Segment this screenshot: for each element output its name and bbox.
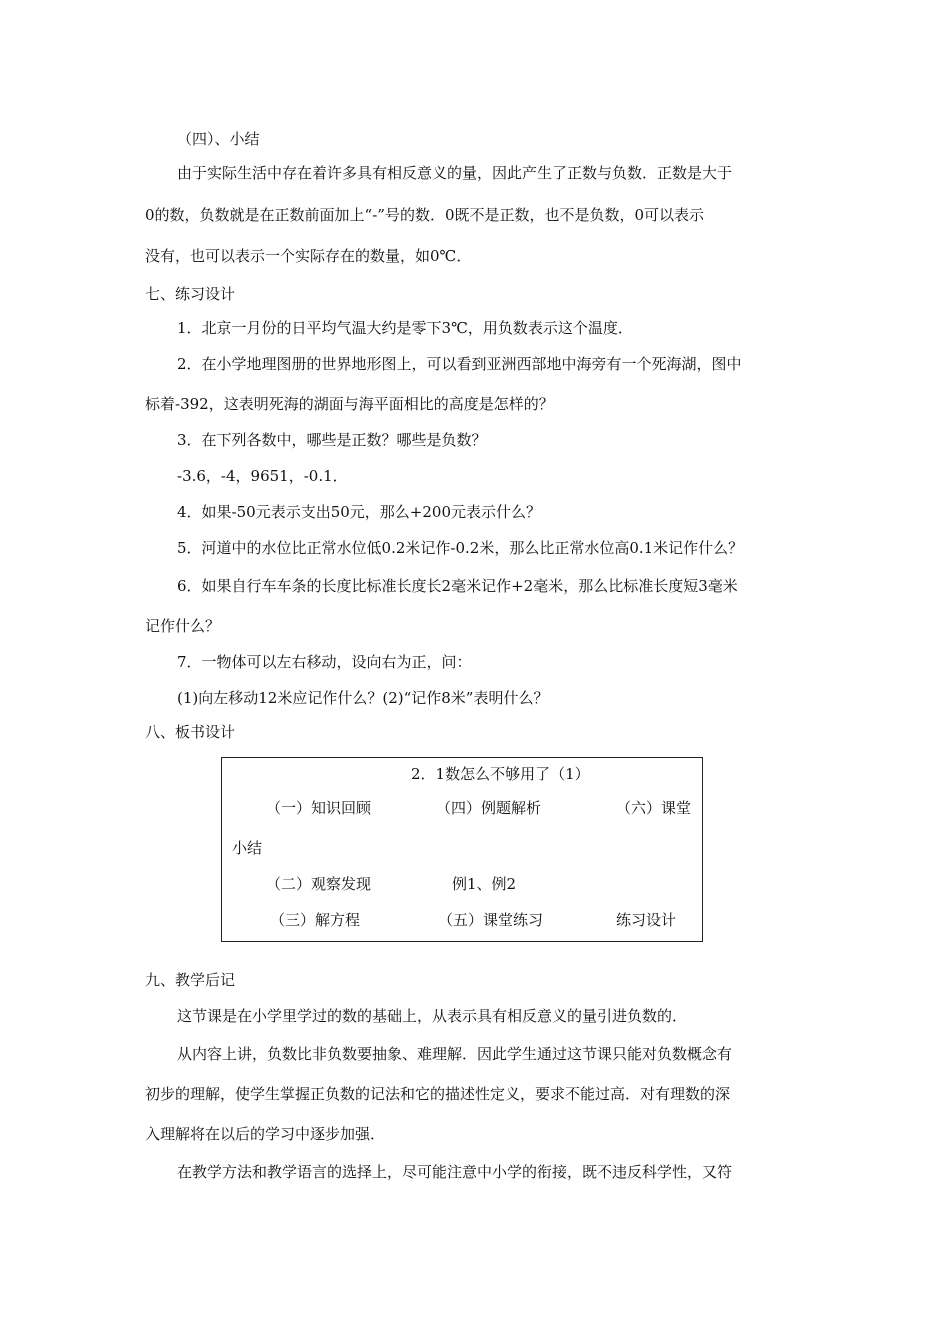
exercise-line: (1)向左移动12米应记作什么？(2)“记作8米”表明什么？	[177, 689, 549, 707]
section-heading-exercises: 七、练习设计	[145, 285, 236, 303]
board-title: 2．1数怎么不够用了（1）	[411, 765, 590, 783]
section-heading-summary: （四）、小结	[177, 130, 260, 148]
section-heading-board: 八、板书设计	[145, 723, 236, 741]
board-item: （六）课堂	[616, 799, 692, 817]
paragraph-line: 0的数，负数就是在正数前面加上“-”号的数．0既不是正数，也不是负数，0可以表示	[145, 206, 705, 224]
paragraph-line: 没有，也可以表示一个实际存在的数量，如0℃．	[145, 247, 472, 265]
paragraph-line: 入理解将在以后的学习中逐步加强．	[145, 1125, 386, 1143]
paragraph-line: 从内容上讲，负数比非负数要抽象、难理解．因此学生通过这节课只能对负数概念有	[177, 1045, 733, 1063]
exercise-line: 2．在小学地理图册的世界地形图上，可以看到亚洲西部地中海旁有一个死海湖，图中	[177, 355, 742, 373]
board-item: （三）解方程	[270, 911, 361, 929]
exercise-line: 4．如果-50元表示支出50元，那么+200元表示什么？	[177, 503, 541, 521]
board-item: （五）课堂练习	[438, 911, 544, 929]
exercise-line: 5．河道中的水位比正常水位低0.2米记作-0.2米，那么比正常水位高0.1米记作什么？	[177, 539, 744, 557]
board-item: 小结	[232, 839, 263, 857]
exercise-line: -3.6，-4，9651，-0.1．	[177, 467, 348, 485]
paragraph-line: 这节课是在小学里学过的数的基础上，从表示具有相反意义的量引进负数的．	[177, 1007, 688, 1025]
board-item: 例1、例2	[452, 875, 517, 893]
exercise-line: 标着-392，这表明死海的湖面与海平面相比的高度是怎样的？	[145, 395, 554, 413]
paragraph-line: 初步的理解，使学生掌握正负数的记法和它的描述性定义，要求不能过高．对有理数的深	[145, 1085, 731, 1103]
paragraph-line: 在教学方法和教学语言的选择上，尽可能注意中小学的衔接，既不违反科学性，又符	[177, 1163, 733, 1181]
section-heading-reflection: 九、教学后记	[145, 971, 236, 989]
exercise-line: 1．北京一月份的日平均气温大约是零下3℃，用负数表示这个温度．	[177, 319, 633, 337]
blackboard-layout-box	[221, 757, 703, 942]
paragraph-line: 由于实际生活中存在着许多具有相反意义的量，因此产生了正数与负数．正数是大于	[177, 164, 733, 182]
exercise-line: 记作什么？	[145, 617, 221, 635]
exercise-line: 6．如果自行车车条的长度比标准长度长2毫米记作+2毫米，那么比标准长度短3毫米	[177, 577, 738, 595]
exercise-line: 7．一物体可以左右移动，设向右为正，问：	[177, 653, 472, 671]
board-item: （四）例题解析	[436, 799, 542, 817]
board-item: （一）知识回顾	[266, 799, 372, 817]
board-item: 练习设计	[616, 911, 677, 929]
exercise-line: 3．在下列各数中，哪些是正数？哪些是负数？	[177, 431, 487, 449]
board-item: （二）观察发现	[266, 875, 372, 893]
